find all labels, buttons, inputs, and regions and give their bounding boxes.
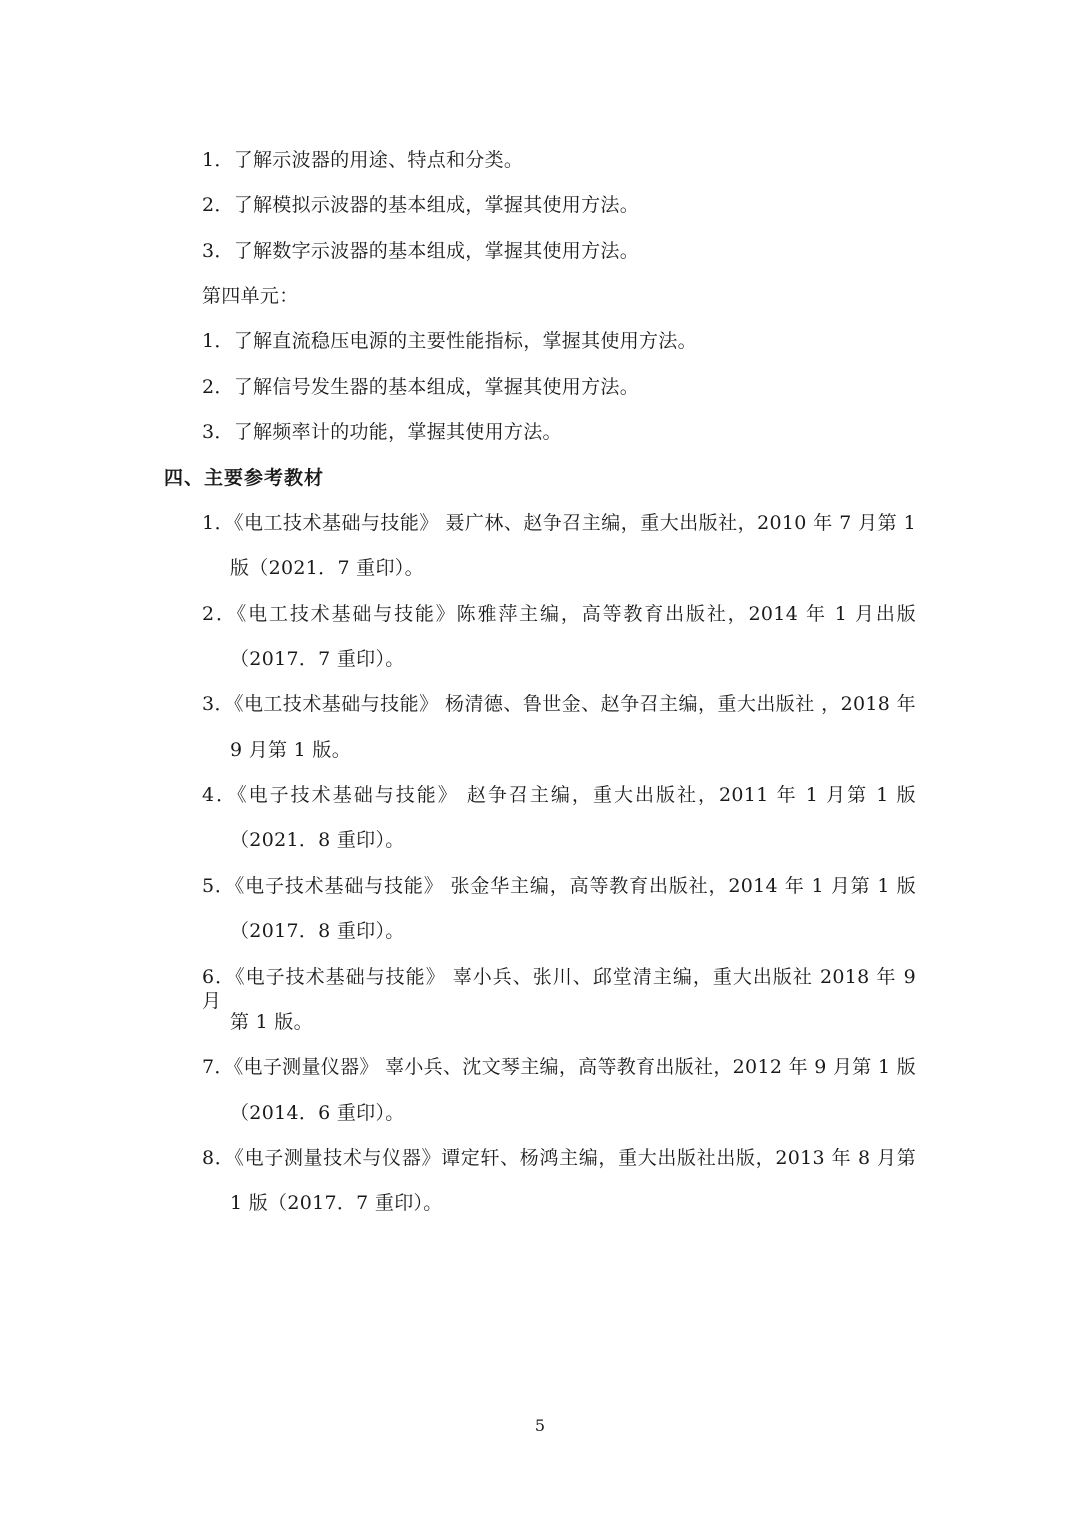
reference-1-line1: 1．《电工技术基础与技能》 聂广林、赵争召主编，重大出版社，2010 年 7 月第 1	[202, 512, 916, 534]
section-heading: 四、主要参考教材	[164, 467, 325, 489]
page-number: 5	[534, 1416, 546, 1435]
reference-2-line1: 2．《电工技术基础与技能》陈雅萍主编，高等教育出版社，2014 年 1 月出版	[202, 603, 916, 625]
unit4-title: 第四单元：	[202, 285, 299, 307]
reference-4-line2: （2021．8 重印）。	[230, 829, 405, 851]
reference-3-line1: 3．《电工技术基础与技能》 杨清德、鲁世金、赵争召主编，重大出版社 ，2018 年	[202, 693, 916, 715]
reference-5-line1: 5．《电子技术基础与技能》 张金华主编，高等教育出版社，2014 年 1 月第 1 版	[202, 875, 916, 897]
reference-8-line1: 8．《电子测量技术与仪器》谭定轩、杨鸿主编，重大出版社出版，2013 年 8 月第	[202, 1147, 916, 1169]
reference-6-line1: 6．《电子技术基础与技能》 辜小兵、张川、邱堂清主编，重大出版社 2018 年 9 月	[202, 966, 916, 1012]
unit3-item-1: 1．了解示波器的用途、特点和分类。	[202, 149, 524, 171]
unit4-item-2: 2．了解信号发生器的基本组成，掌握其使用方法。	[202, 376, 639, 398]
unit3-item-2: 2．了解模拟示波器的基本组成，掌握其使用方法。	[202, 194, 639, 216]
unit4-item-3: 3．了解频率计的功能，掌握其使用方法。	[202, 421, 562, 443]
reference-7-line1: 7．《电子测量仪器》 辜小兵、沈文琴主编，高等教育出版社，2012 年 9 月第 1 版	[202, 1056, 916, 1078]
reference-1-line2: 版（2021．7 重印）。	[230, 557, 424, 579]
unit4-item-1: 1．了解直流稳压电源的主要性能指标，掌握其使用方法。	[202, 330, 697, 352]
reference-4-line1: 4．《电子技术基础与技能》 赵争召主编，重大出版社，2011 年 1 月第 1 版	[202, 784, 916, 806]
reference-6-line2: 第 1 版。	[230, 1011, 313, 1033]
reference-8-line2: 1 版（2017．7 重印）。	[230, 1192, 443, 1214]
reference-2-line2: （2017．7 重印）。	[230, 648, 405, 670]
reference-3-line2: 9 月第 1 版。	[230, 739, 351, 761]
unit3-item-3: 3．了解数字示波器的基本组成，掌握其使用方法。	[202, 240, 639, 262]
reference-5-line2: （2017．8 重印）。	[230, 920, 405, 942]
reference-7-line2: （2014．6 重印）。	[230, 1102, 405, 1124]
